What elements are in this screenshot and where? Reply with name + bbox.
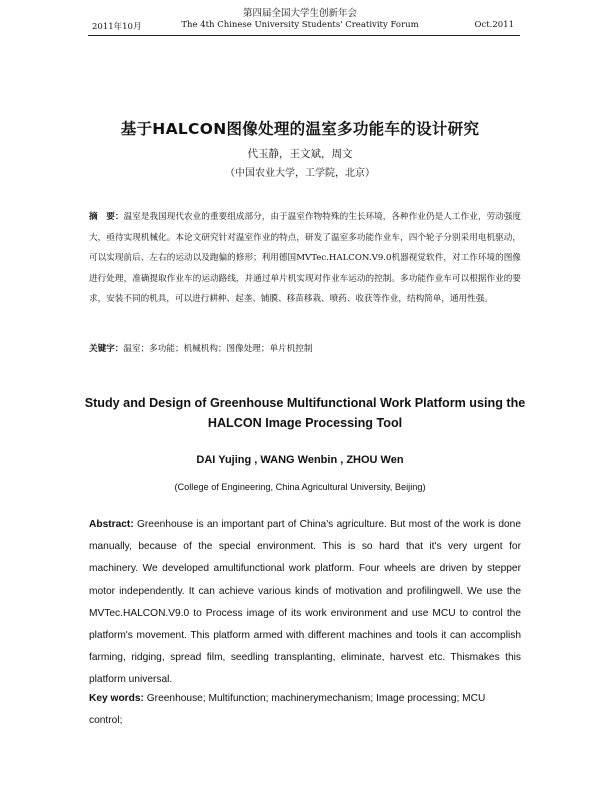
header-rule <box>88 35 520 36</box>
english-keywords-text: Greenhouse; Multifunction; machinerymechanism; Image processing; MCU control; <box>89 693 486 726</box>
conference-name-cn: 第四届全国大学生创新年会 <box>242 8 357 19</box>
chinese-abstract <box>89 207 521 310</box>
english-keywords <box>89 688 521 732</box>
chinese-title: 基于HALCON图像处理的温室多功能车的设计研究 <box>120 120 480 138</box>
page-header <box>0 0 600 40</box>
english-affiliation: (College of Engineering, China Agricultural University, Beijing) <box>174 482 426 492</box>
english-title: Study and Design of Greenhouse Multifunctional Work Platform using the HALCON Image Processing Tool <box>84 396 526 430</box>
english-abstract-text: Greenhouse is an important part of China's agriculture. But most of the work is done manually, because of the special environment. This is so hard that it's very urgent for machinery. We developed amultifunctional work platform. Four wheels are driven by stepper motor independently. It can achieve various kinds of motivation and profilingwell. We use the MVTec.HALCON.V9.0 to Process image of its work environment and use MCU to control the platform's movement. This platform armed with different machines and tools it can accomplish farming, ridging, spread film, seedling transplanting, eliminate, harvest etc. Thismakes this platform universal. <box>89 519 521 686</box>
english-abstract <box>89 514 521 692</box>
english-keywords-label: Key words: <box>89 693 144 704</box>
chinese-authors: 代玉静，王文斌，周文 <box>247 148 353 160</box>
english-authors: DAI Yujing , WANG Wenbin , ZHOU Wen <box>196 454 404 466</box>
chinese-keywords <box>89 342 521 354</box>
english-abstract-label: Abstract: <box>89 519 134 530</box>
chinese-keywords-text: 温室；多功能；机械机构；图像处理；单片机控制 <box>123 344 313 354</box>
header-date-cn: 2011年10月 <box>92 22 142 32</box>
chinese-abstract-text: 温室是我国现代农业的重要组成部分，由于温室作物特殊的生长环境，各种作业仍是人工作业，劳动强度大，亟待实现机械化。本论文研究针对温室作业的特点，研发了温室多功能作业车，四个轮子分别采用电机驱动，可以实现前后、左右的运动以及跑偏的修形；利用德国MVTec.HALCON.V9.0机器视觉软件，对工作环境的图像进行处理，准确提取作业车的运动路线，并通过单片机实现对作业车运动的控制。多功能作业车可以根据作业的要求，安装不同的机具，可以进行耕种、起垄、铺膜、移苗移栽、喷药、收获等作业，结构简单，通用性强。 <box>89 212 521 305</box>
chinese-keywords-label: 关键字： <box>89 344 124 354</box>
chinese-abstract-label: 摘 要： <box>89 212 124 222</box>
header-date-en: Oct.2011 <box>474 20 514 30</box>
chinese-affiliation: （中国农业大学，工学院，北京） <box>225 168 375 179</box>
conference-name-en: The 4th Chinese University Students' Creativity Forum <box>181 20 419 30</box>
